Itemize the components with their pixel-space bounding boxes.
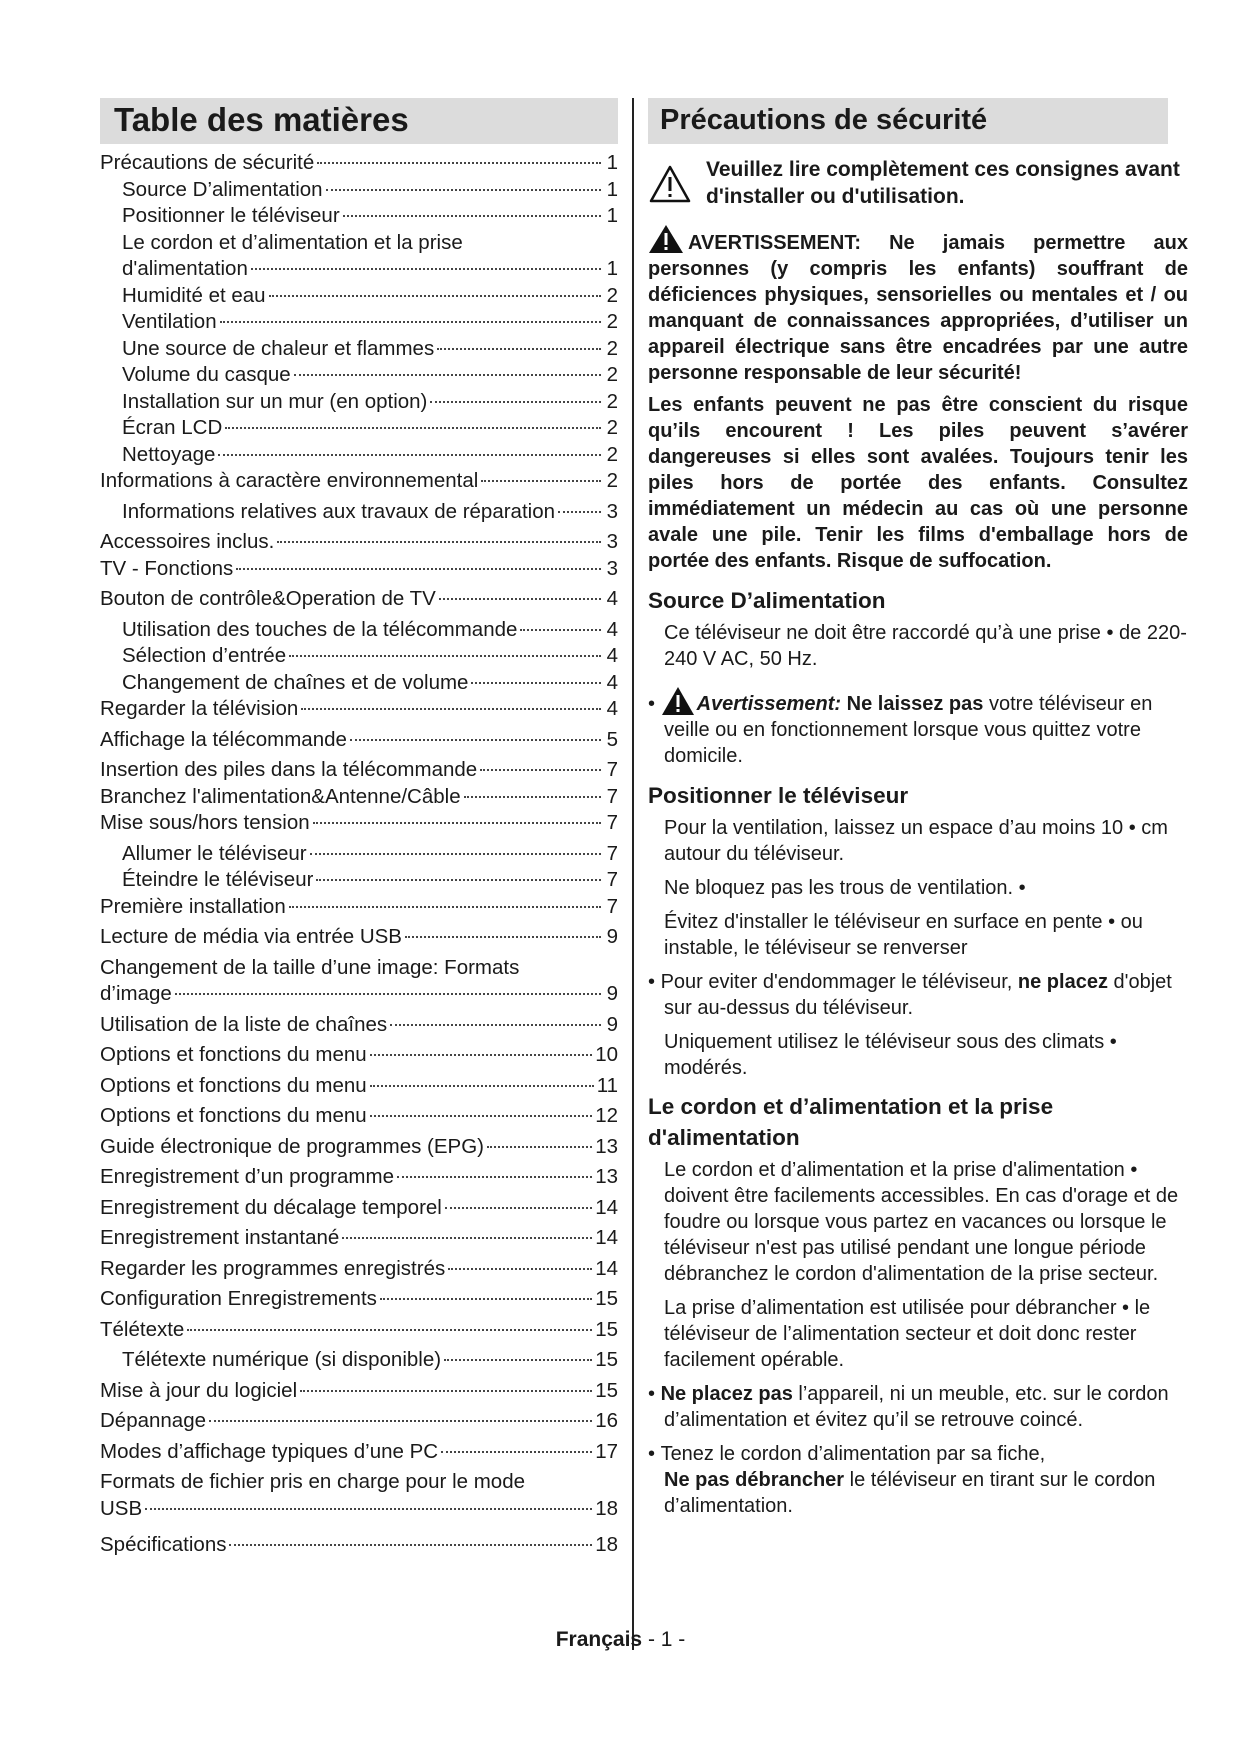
toc-leader-dots (310, 853, 601, 855)
toc-leader-dots (350, 739, 601, 741)
toc-leader-dots (316, 879, 601, 881)
toc-leader-dots (220, 321, 601, 323)
toc-leader-dots (251, 268, 601, 270)
toc-entry-text: Utilisation des touches de la télécommande (122, 617, 518, 641)
footer-language: Français (555, 1628, 643, 1651)
toc-leader-dots (289, 906, 601, 908)
toc-page-number: 13 (595, 1165, 618, 1188)
toc-entry[interactable] (100, 1134, 618, 1161)
toc-entry-text: Formats de fichier pris en charge pour le mode (100, 1470, 526, 1493)
source-warn-bold: Ne laissez pas (846, 693, 984, 715)
position-p4-bold: ne placez (1017, 971, 1108, 993)
warning-paragraph-text: AVERTISSEMENT: Ne jamais permettre aux personnes (y compris les enfants) souffrant de déficiences physiques, sensorielles ou mentales et / ou manquant de connaissances appropriées, d’utiliser un appareil électrique sans être encadrées par une autre personne responsable de leur sécurité! (648, 232, 1188, 384)
toc-entry[interactable] (100, 924, 618, 951)
footer-page-number: - 1 - (647, 1628, 686, 1651)
toc-entry-line2 (122, 256, 618, 283)
toc-entry-text: Accessoires inclus. (100, 530, 275, 553)
toc-page-number: 4 (606, 587, 618, 610)
toc-entry-text: Allumer le téléviseur (122, 841, 307, 865)
toc-entry[interactable] (100, 1378, 618, 1405)
page-footer (0, 1628, 1241, 1652)
children-paragraph: Les enfants peuvent ne pas être conscient du risque qu’ils encourent ! Les piles peuvent s’avérer dangereuses si elles sont avalées. Toujours tenir les piles hors de portée des enfants. Consultez immédiatement un médecin au cas où une personne avale une pile. Tenir les films d'emballage hors de portée des enfants. Risque de suffocation. (648, 394, 1188, 572)
toc-entry[interactable] (100, 643, 618, 670)
cord-text-3: • Ne placez pas l’appareil, ni un meuble, etc. sur le cordon d’alimentation et évitez qu’il se retrouve coincé. (648, 1383, 1169, 1431)
toc-page-number: 7 (606, 811, 618, 834)
toc-entry-text: Positionner le téléviseur (122, 204, 340, 227)
position-text-2: Ne bloquez pas les trous de ventilation. • (664, 877, 1026, 899)
toc-leader-dots (439, 598, 601, 600)
toc-leader-dots (300, 1390, 592, 1392)
warning-paragraph (648, 224, 1188, 386)
toc-entry-text: Enregistrement d’un programme (100, 1165, 394, 1188)
toc-entry-text: Ventilation (122, 310, 217, 333)
toc-entry[interactable] (100, 468, 618, 495)
toc-entry[interactable] (100, 757, 618, 784)
source-warn-rest: votre téléviseur en veille ou en fonctionnement lorsque vous quittez votre domicile. (664, 693, 1153, 767)
toc-entry-text: Guide électronique de programmes (EPG) (100, 1134, 484, 1158)
toc-leader-dots (480, 769, 601, 771)
toc-leader-dots (380, 1298, 592, 1300)
intro-text: Veuillez lire complètement ces consignes avant d'installer ou d'utilisation. (706, 158, 1180, 208)
toc-entry-text: Enregistrement instantané (100, 1226, 340, 1249)
toc-leader-dots (175, 993, 601, 995)
toc-entry[interactable] (100, 1317, 618, 1344)
warning-solid-icon (648, 224, 684, 254)
toc-entry[interactable] (100, 894, 618, 921)
position-text-1: Pour la ventilation, laissez un espace d’au moins 10 • cm autour du téléviseur. (664, 817, 1168, 865)
toc-page-number: 18 (595, 1496, 618, 1520)
toc-entry[interactable] (100, 841, 618, 868)
toc-entry[interactable] (100, 1103, 618, 1130)
toc-entry-text: Dépannage (100, 1409, 207, 1432)
toc-page-number: 7 (606, 894, 618, 918)
toc-entry[interactable] (100, 784, 618, 811)
toc-page-number: 2 (606, 416, 618, 439)
toc-leader-dots (370, 1115, 593, 1117)
source-text-1: Ce téléviseur ne doit être raccordé qu’à une prise • de 220-240 V AC, 50 Hz. (664, 622, 1187, 670)
toc-entry-text: Changement de la taille d’une image: Formats (100, 955, 520, 979)
toc-entry-text: Première installation (100, 894, 286, 918)
toc-leader-dots (441, 1451, 592, 1453)
toc-leader-dots (445, 1207, 592, 1209)
cord-p4-post: le téléviseur en tirant sur le cordon d’alimentation. (664, 1469, 1156, 1517)
toc-entry-text: Spécifications (100, 1533, 227, 1556)
toc-leader-dots (277, 541, 601, 543)
toc-entry-text: Humidité et eau (122, 283, 266, 307)
toc-leader-dots (448, 1268, 592, 1270)
toc-entry-line2 (100, 1496, 618, 1523)
column-divider (632, 98, 634, 1650)
toc-entry-text: TV - Fonctions (100, 556, 234, 580)
toc-page-number: 7 (606, 841, 618, 865)
toc-entry-text: Options et fonctions du menu (100, 1073, 367, 1097)
toc-page-number: 2 (606, 336, 618, 360)
toc-page-number: 9 (606, 982, 618, 1005)
toc-page-number: 14 (595, 1195, 618, 1219)
toc-leader-dots (390, 1024, 601, 1026)
toc-entry-text-cont: d’image (100, 982, 172, 1005)
toc-leader-dots (229, 1544, 592, 1546)
position-text-5: Uniquement utilisez le téléviseur sous des climats • modérés. (664, 1031, 1117, 1079)
toc-entry[interactable] (100, 150, 618, 177)
toc-entry-text: Configuration Enregistrements (100, 1287, 377, 1310)
toc-leader-dots (444, 1359, 592, 1361)
toc-leader-dots (471, 682, 601, 684)
toc-entry-text: Télétexte numérique (si disponible) (122, 1348, 442, 1371)
position-text-4: • Pour eviter d'endommager le téléviseur, ne placez d'objet sur au-dessus du téléviseur. (648, 971, 1172, 1019)
toc-entry[interactable] (100, 415, 618, 442)
toc-page-number: 2 (606, 389, 618, 413)
toc-leader-dots (370, 1085, 594, 1087)
toc-page-number: 2 (606, 310, 618, 333)
toc-page-number: 13 (595, 1134, 618, 1158)
toc-page-number: 15 (595, 1287, 618, 1310)
toc-leader-dots (397, 1176, 592, 1178)
cord-heading: Le cordon et d’alimentation et la prise d'alimentation (648, 1094, 1054, 1150)
toc-leader-dots (236, 568, 601, 570)
toc-entry[interactable] (100, 389, 618, 416)
toc-entry[interactable] (100, 230, 618, 283)
position-heading: Positionner le téléviseur (648, 783, 909, 808)
toc-page-number: 16 (595, 1409, 618, 1432)
toc-entry-text: Informations à caractère environnemental (100, 469, 479, 492)
toc-page-number: 4 (606, 617, 618, 641)
toc-leader-dots (405, 936, 601, 938)
toc-entry-text: Mise sous/hors tension (100, 811, 310, 834)
toc-page-number: 5 (606, 727, 618, 751)
toc-page-number: 14 (595, 1226, 618, 1249)
toc-entry-text: Changement de chaînes et de volume (122, 670, 469, 694)
toc-entry[interactable] (100, 1073, 618, 1100)
toc-entry[interactable] (100, 1256, 618, 1283)
toc-page-number: 15 (595, 1378, 618, 1402)
toc-entry-text: Télétexte (100, 1317, 185, 1341)
toc-entry-text-cont: d'alimentation (122, 257, 248, 280)
toc-entry-text: Lecture de média via entrée USB (100, 925, 402, 948)
toc-list (100, 150, 618, 1559)
toc-leader-dots (317, 162, 601, 164)
toc-entry-text: Bouton de contrôle&Operation de TV (100, 587, 436, 610)
toc-page-number: 2 (606, 283, 618, 307)
toc-entry[interactable] (100, 1042, 618, 1069)
toc-entry-text: Regarder la télévision (100, 697, 299, 720)
toc-leader-dots (209, 1420, 592, 1422)
toc-page-number: 1 (606, 151, 618, 174)
toc-entry[interactable] (100, 670, 618, 697)
toc-leader-dots (145, 1508, 592, 1510)
toc-entry[interactable] (100, 1286, 618, 1313)
toc-leader-dots (520, 629, 601, 631)
toc-leader-dots (313, 822, 601, 824)
toc-entry[interactable] (100, 586, 618, 613)
toc-leader-dots (326, 189, 601, 191)
toc-page-number: 18 (595, 1533, 618, 1556)
toc-page-number: 3 (606, 499, 618, 523)
toc-entry[interactable] (100, 1408, 618, 1435)
toc-entry[interactable] (100, 309, 618, 336)
toc-entry[interactable] (100, 283, 618, 310)
toc-entry-text: Informations relatives aux travaux de réparation (122, 499, 556, 523)
toc-entry[interactable] (100, 617, 618, 644)
toc-leader-dots (343, 215, 601, 217)
toc-entry[interactable] (100, 1439, 618, 1466)
toc-title: Table des matières (100, 98, 618, 144)
toc-leader-dots (430, 401, 601, 403)
toc-column (100, 98, 618, 1559)
toc-page-number: 14 (595, 1256, 618, 1280)
toc-page-number: 2 (606, 442, 618, 466)
toc-entry[interactable] (100, 1012, 618, 1039)
toc-entry-text: Enregistrement du décalage temporel (100, 1195, 442, 1219)
toc-page-number: 9 (606, 1012, 618, 1036)
toc-page-number: 2 (606, 363, 618, 386)
toc-page-number: 4 (606, 644, 618, 667)
toc-entry[interactable] (100, 1532, 618, 1559)
toc-entry-text: Précautions de sécurité (100, 151, 315, 174)
warning-outline-icon (648, 164, 692, 204)
toc-leader-dots (464, 796, 601, 798)
toc-page-number: 1 (606, 177, 618, 201)
toc-entry-text: Branchez l'alimentation&Antenne/Câble (100, 784, 461, 808)
toc-page-number: 7 (606, 868, 618, 891)
toc-entry-text: Nettoyage (122, 442, 216, 466)
toc-page-number: 17 (595, 1439, 618, 1463)
toc-page-number: 15 (595, 1348, 618, 1371)
toc-entry-text: Source D’alimentation (122, 177, 323, 201)
toc-page-number: 15 (595, 1317, 618, 1341)
toc-page-number: 4 (606, 697, 618, 720)
toc-leader-dots (558, 511, 601, 513)
toc-page-number: 4 (606, 670, 618, 694)
toc-entry-text: Éteindre le téléviseur (122, 868, 314, 891)
toc-entry-text: Sélection d’entrée (122, 644, 287, 667)
toc-entry-text: Mise à jour du logiciel (100, 1378, 298, 1402)
toc-entry[interactable] (100, 203, 618, 230)
toc-entry[interactable] (100, 696, 618, 723)
toc-entry-text: Volume du casque (122, 363, 291, 386)
toc-entry-text: Insertion des piles dans la télécommande (100, 758, 478, 781)
precautions-title: Précautions de sécurité (648, 98, 1168, 144)
toc-entry[interactable] (100, 442, 618, 469)
toc-page-number: 1 (606, 204, 618, 227)
toc-entry-text: Écran LCD (122, 416, 223, 439)
position-text-3: Évitez d'installer le téléviseur en surface en pente • ou instable, le téléviseur se renverser (664, 911, 1143, 959)
toc-page-number: 11 (596, 1073, 618, 1097)
toc-leader-dots (225, 427, 601, 429)
toc-entry[interactable] (100, 1347, 618, 1374)
intro-row (648, 156, 1188, 210)
toc-entry-text: Le cordon et d’alimentation et la prise (122, 230, 463, 254)
toc-page-number: 10 (595, 1043, 618, 1066)
toc-leader-dots (289, 655, 601, 657)
toc-entry[interactable] (100, 177, 618, 204)
toc-page-number: 3 (606, 530, 618, 553)
toc-entry-text: Installation sur un mur (en option) (122, 389, 428, 413)
toc-entry-text-cont: USB (100, 1496, 143, 1520)
toc-entry[interactable] (100, 1469, 618, 1522)
toc-leader-dots (218, 454, 601, 456)
cord-text-4: • Tenez le cordon d’alimentation par sa fiche, Ne pas débrancher le téléviseur en tirant sur le cordon d’alimentation. (648, 1443, 1156, 1517)
toc-leader-dots (187, 1329, 592, 1331)
position-p4-pre: Pour eviter d'endommager le téléviseur, (660, 971, 1013, 993)
toc-entry[interactable] (100, 1225, 618, 1252)
toc-leader-dots (301, 708, 601, 710)
toc-leader-dots (294, 374, 601, 376)
toc-entry-text: Utilisation de la liste de chaînes (100, 1012, 388, 1036)
toc-leader-dots (342, 1237, 592, 1239)
toc-page-number: 1 (606, 257, 618, 280)
source-heading: Source D’alimentation (648, 588, 886, 613)
toc-entry-text: Modes d’affichage typiques d’une PC (100, 1439, 439, 1463)
toc-leader-dots (437, 348, 601, 350)
position-p4-post: d'objet sur au-dessus du téléviseur. (664, 971, 1172, 1019)
toc-leader-dots (370, 1054, 593, 1056)
cord-p3-bold: Ne placez pas (660, 1383, 793, 1405)
toc-entry-text: Affichage la télécommande (100, 727, 347, 751)
toc-entry-text: Regarder les programmes enregistrés (100, 1256, 446, 1280)
toc-page-number: 12 (595, 1104, 618, 1127)
toc-entry[interactable] (100, 727, 618, 754)
warning-solid-icon (661, 686, 695, 716)
toc-entry[interactable] (100, 810, 618, 837)
cord-p4-pre: Tenez le cordon d’alimentation par sa fiche, (660, 1443, 1046, 1465)
toc-entry-text: Une source de chaleur et flammes (122, 336, 435, 360)
toc-leader-dots (269, 295, 601, 297)
toc-page-number: 7 (606, 784, 618, 808)
toc-entry[interactable] (100, 1164, 618, 1191)
cord-p3-rest: l’appareil, ni un meuble, etc. sur le cordon d’alimentation et évitez qu’il se retrouve coincé. (664, 1383, 1169, 1431)
cord-text-2: La prise d’alimentation est utilisée pour débrancher • le téléviseur de l’alimentation secteur et doit donc rester facilement opérable. (664, 1297, 1151, 1371)
toc-entry[interactable] (100, 1195, 618, 1222)
toc-page-number: 9 (606, 925, 618, 948)
toc-page-number: 2 (606, 469, 618, 492)
toc-entry-text: Options et fonctions du menu (100, 1104, 367, 1127)
toc-leader-dots (481, 480, 601, 482)
toc-entry[interactable] (100, 955, 618, 1008)
toc-page-number: 3 (606, 556, 618, 580)
precautions-column (648, 98, 1188, 1527)
source-warn-label: Avertissement: (696, 693, 842, 715)
cord-text-1: Le cordon et d’alimentation et la prise d'alimentation • doivent être facilements accessibles. En cas d'orage et de foudre ou lorsque vous partez en vacances ou lorsque le téléviseur n'est pas utilisé pendant une longue période débranchez le cordon d'alimentation de la prise secteur. (664, 1159, 1179, 1285)
cord-p4-bold: Ne pas débrancher (664, 1469, 845, 1491)
toc-entry[interactable] (100, 499, 618, 526)
toc-entry[interactable] (100, 529, 618, 556)
source-warning: • Avertissement: Ne laissez pas votre téléviseur en veille ou en fonctionnement lorsque vous quittez votre domicile. (648, 686, 1188, 769)
toc-entry-text: Options et fonctions du menu (100, 1043, 367, 1066)
toc-entry[interactable] (100, 867, 618, 894)
toc-entry-line2 (100, 981, 618, 1008)
toc-entry[interactable] (100, 362, 618, 389)
toc-entry[interactable] (100, 336, 618, 363)
toc-page-number: 7 (606, 758, 618, 781)
toc-leader-dots (487, 1146, 592, 1148)
toc-entry[interactable] (100, 556, 618, 583)
